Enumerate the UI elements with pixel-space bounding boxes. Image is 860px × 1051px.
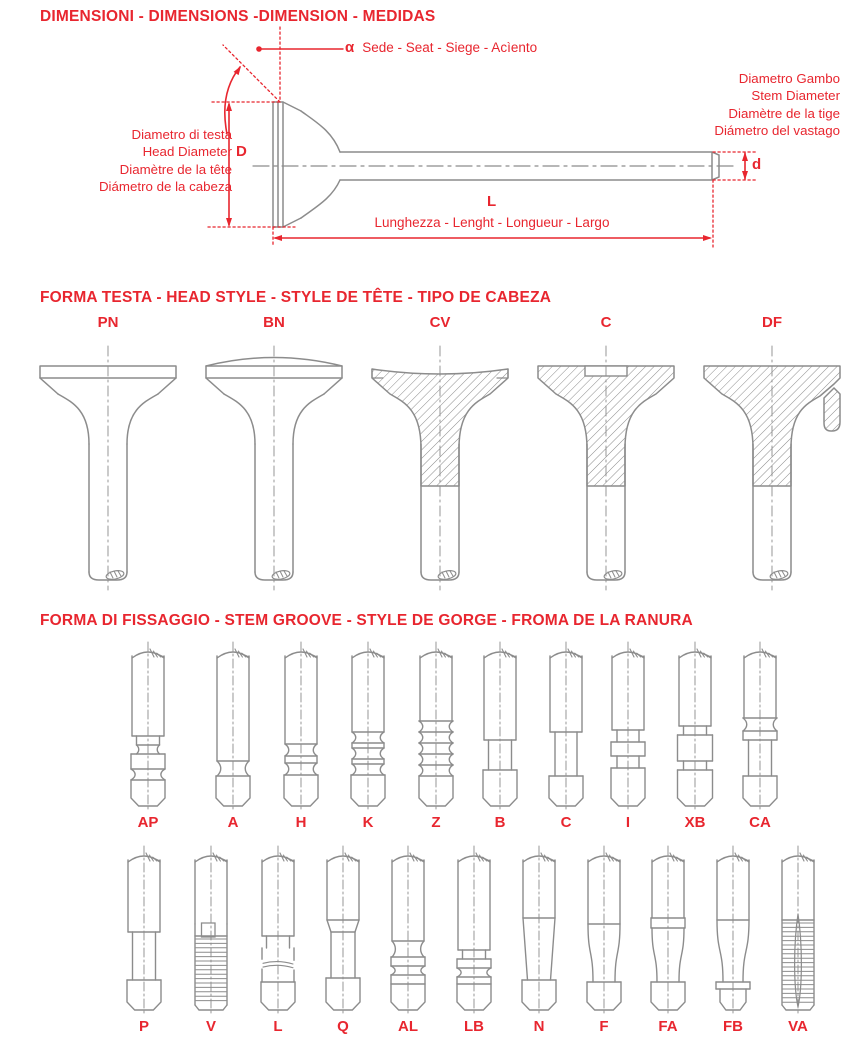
stem-style-f-label: F [599,1018,609,1035]
stem-style-ca-label: CA [749,814,771,831]
stem-style-ca-figure [720,640,800,831]
stem-style-fb-label: FB [723,1018,743,1035]
head-style-c-figure [523,316,689,594]
section-title-head-style: FORMA TESTA - HEAD STYLE - STYLE DE TÊTE - TIPO DE CABEZA [40,289,552,306]
stem-style-c-label: C [560,814,572,831]
head-style-bn-label: BN [263,314,285,331]
alpha-symbol: α [345,39,355,56]
stem-style-z-label: Z [431,814,441,831]
stem-style-l-label: L [273,1018,283,1035]
stem-diameter-labels [714,70,840,140]
stem-style-lb-label: LB [464,1018,484,1035]
head-diameter-labels [99,126,232,196]
section-title-dimensions: DIMENSIONI - DIMENSIONS -DIMENSION - MEDIDAS [40,8,436,25]
head-diameter-line: Diametro di testa [131,127,232,142]
head-style-cv-label: CV [429,314,451,331]
dim-letter-d: d [752,156,762,173]
head-style-cv-figure [357,316,523,594]
head-diameter-line: Diámetro de la cabeza [98,179,232,195]
head-style-c-drawing [523,336,689,594]
head-style-bn-figure [191,316,357,594]
head-style-bn-drawing [191,336,357,594]
head-diameter-line: Head Diameter [142,144,232,160]
stem-diameter-line: Diametro Gambo [738,71,840,86]
head-style-pn-drawing [25,336,191,594]
stem-style-b-label: B [494,814,506,831]
seat-label-text: Sede - Seat - Siege - Acìento [362,40,538,55]
stem-style-k-label: K [362,814,374,831]
stem-style-va-drawing [758,844,838,1016]
stem-style-ap-figure [108,640,188,831]
head-style-c-label: C [600,314,612,331]
stem-style-va-figure [758,844,838,1035]
length-label: Lunghezza - Lenght - Longueur - Largo [374,215,610,230]
dim-letter-D: D [236,143,247,160]
head-style-df-figure [689,316,855,594]
stem-diameter-line: Stem Diameter [751,88,840,104]
stem-style-ap-label: AP [137,814,159,831]
stem-style-q-label: Q [337,1018,349,1035]
stem-style-ap-drawing [108,640,188,812]
stem-style-xb-label: XB [684,814,706,831]
head-style-cv-drawing [357,336,523,594]
head-style-pn-label: PN [97,314,119,331]
head-style-df-label: DF [762,314,782,331]
stem-style-al-label: AL [398,1018,418,1035]
stem-style-va-label: VA [788,1018,808,1035]
stem-style-a-label: A [227,814,239,831]
stem-style-i-label: I [625,814,631,831]
stem-style-p-label: P [138,1018,149,1035]
stem-diameter-line: Diámetro del vastago [714,123,840,139]
dim-letter-L: L [487,193,497,210]
section-title-stem-groove: FORMA DI FISSAGGIO - STEM GROOVE - STYLE DE GORGE - FROMA DE LA RANURA [40,612,693,629]
seat-angle-label [345,39,537,56]
stem-style-ca-drawing [720,640,800,812]
head-style-pn-figure [25,316,191,594]
stem-style-fa-label: FA [658,1018,678,1035]
head-style-df-drawing [689,336,855,594]
stem-diameter-line: Diamètre de la tige [728,105,840,121]
stem-style-v-label: V [205,1018,216,1035]
stem-style-n-label: N [533,1018,545,1035]
stem-style-h-label: H [295,814,307,831]
head-diameter-line: Diamètre de la tête [119,161,232,177]
